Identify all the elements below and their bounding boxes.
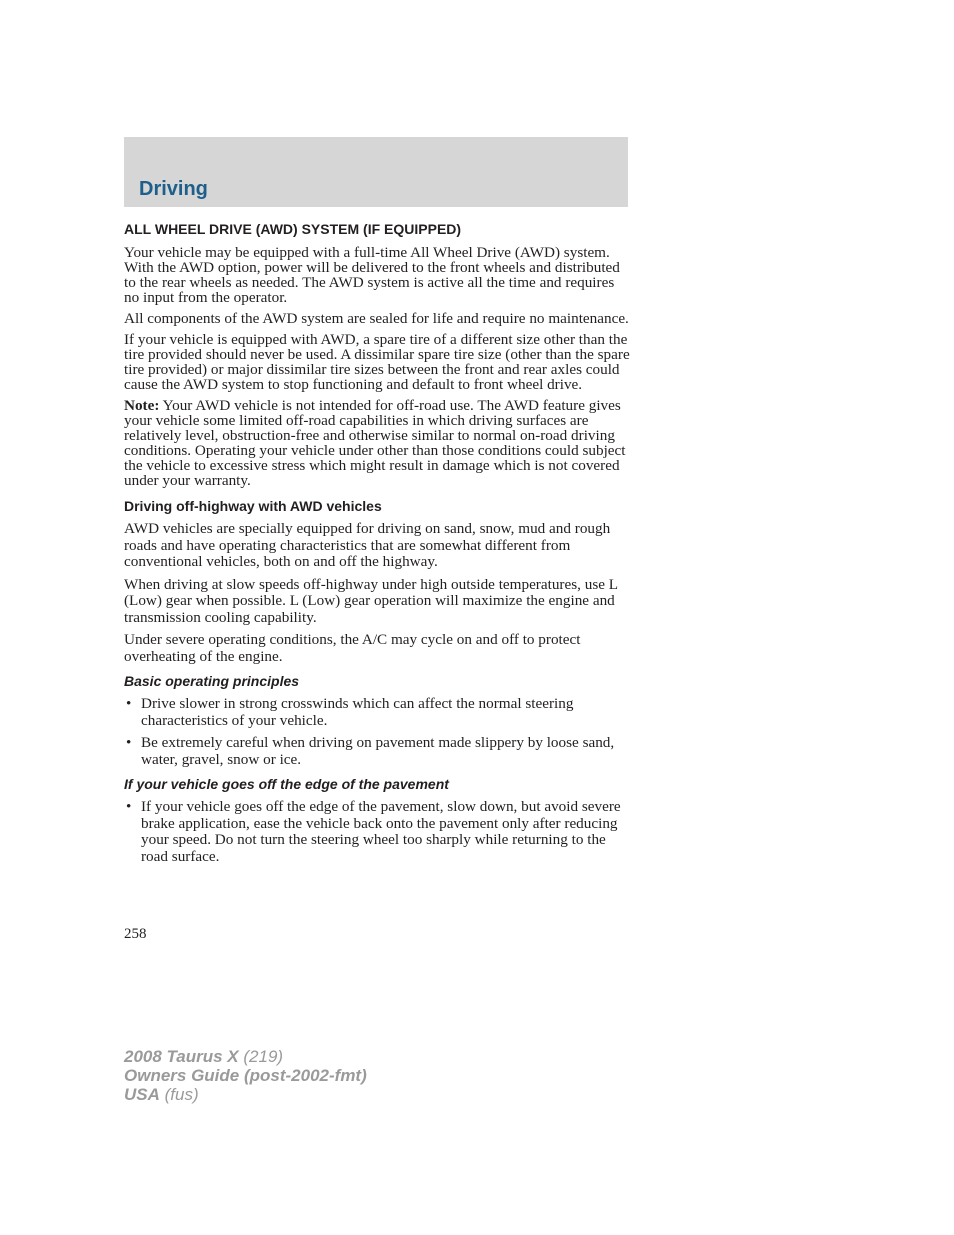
- offhighway-paragraph-3: Under severe operating conditions, the A/C may cycle on and off to protect overheating of the engine.: [124, 631, 581, 665]
- offhighway-paragraph-1: AWD vehicles are specially equipped for driving on sand, snow, mud and rough roads and have operating characteristics that are somewhat different from conventional vehicles, both on and off the highway.: [124, 520, 611, 570]
- list-item: [124, 696, 630, 729]
- footer-guide: Owners Guide (post-2002-fmt): [124, 1066, 367, 1085]
- footer-line-3: [124, 1085, 367, 1104]
- awd-paragraph-3: If your vehicle is equipped with AWD, a spare tire of a different size other than the tire provided should never be used. A dissimilar spare tire size (other than the spare tire provided) or major dissimilar tire sizes between the front and rear axles could cause the AWD system to stop functioning and default to front wheel drive.: [124, 331, 630, 393]
- list-item: [124, 735, 630, 768]
- footer-market: USA: [124, 1085, 160, 1104]
- awd-heading: ALL WHEEL DRIVE (AWD) SYSTEM (IF EQUIPPED): [124, 221, 462, 237]
- edge-heading: If your vehicle goes off the edge of the pavement: [124, 776, 449, 792]
- footer-market-code: (fus): [159, 1085, 199, 1104]
- offhighway-heading: Driving off-highway with AWD vehicles: [124, 498, 382, 514]
- note-label: Note:: [124, 397, 160, 414]
- list-item-text: Be extremely careful when driving on pavement made slippery by loose sand, water, gravel, snow or ice.: [141, 734, 615, 768]
- page-number: 258: [124, 926, 147, 942]
- list-item-text: Drive slower in strong crosswinds which can affect the normal steering characteristics of your vehicle.: [141, 695, 574, 729]
- awd-paragraph-1: Your vehicle may be equipped with a full-time All Wheel Drive (AWD) system. With the AWD option, power will be delivered to the front wheels and distributed to the rear wheels as needed. The AWD system is active all the time and requires no input from the operator.: [124, 244, 620, 306]
- awd-note: [124, 398, 630, 488]
- footer-line-2: [124, 1066, 367, 1085]
- edge-list: [124, 799, 630, 865]
- footer-line-1: [124, 1047, 367, 1066]
- section-header-bar: [124, 137, 628, 207]
- bullet-icon: •: [126, 695, 132, 712]
- section-title: Driving: [139, 178, 208, 200]
- awd-paragraph-2: All components of the AWD system are sealed for life and require no maintenance.: [124, 310, 629, 327]
- list-item: [124, 799, 630, 865]
- offhighway-paragraph-2: When driving at slow speeds off-highway under high outside temperatures, use L (Low) gear when possible. L (Low) gear operation will maximize the engine and transmission cooling capability.: [124, 575, 618, 626]
- principles-heading: Basic operating principles: [124, 673, 300, 689]
- bullet-icon: •: [126, 798, 132, 815]
- footer-model-code: (219): [238, 1047, 284, 1066]
- note-text: Your AWD vehicle is not intended for off-road use. The AWD feature gives your vehicle some limited off-road capabilities in which driving surfaces are relatively level, obstruction-free and otherwise similar to normal on-road driving conditions. Operating your vehicle under other than those conditions could subject the vehicle to excessive stress which might result in damage which is not covered under your warranty.: [124, 397, 626, 489]
- list-item-text: If your vehicle goes off the edge of the pavement, slow down, but avoid severe brake application, ease the vehicle back onto the pavement only after reducing your speed. Do not turn the steering wheel too sharply while returning to the road surface.: [141, 798, 621, 865]
- principles-list: [124, 696, 630, 768]
- document-footer: [124, 1047, 367, 1104]
- page-content: [124, 221, 630, 871]
- footer-model: 2008 Taurus X: [124, 1047, 239, 1066]
- bullet-icon: •: [126, 734, 132, 751]
